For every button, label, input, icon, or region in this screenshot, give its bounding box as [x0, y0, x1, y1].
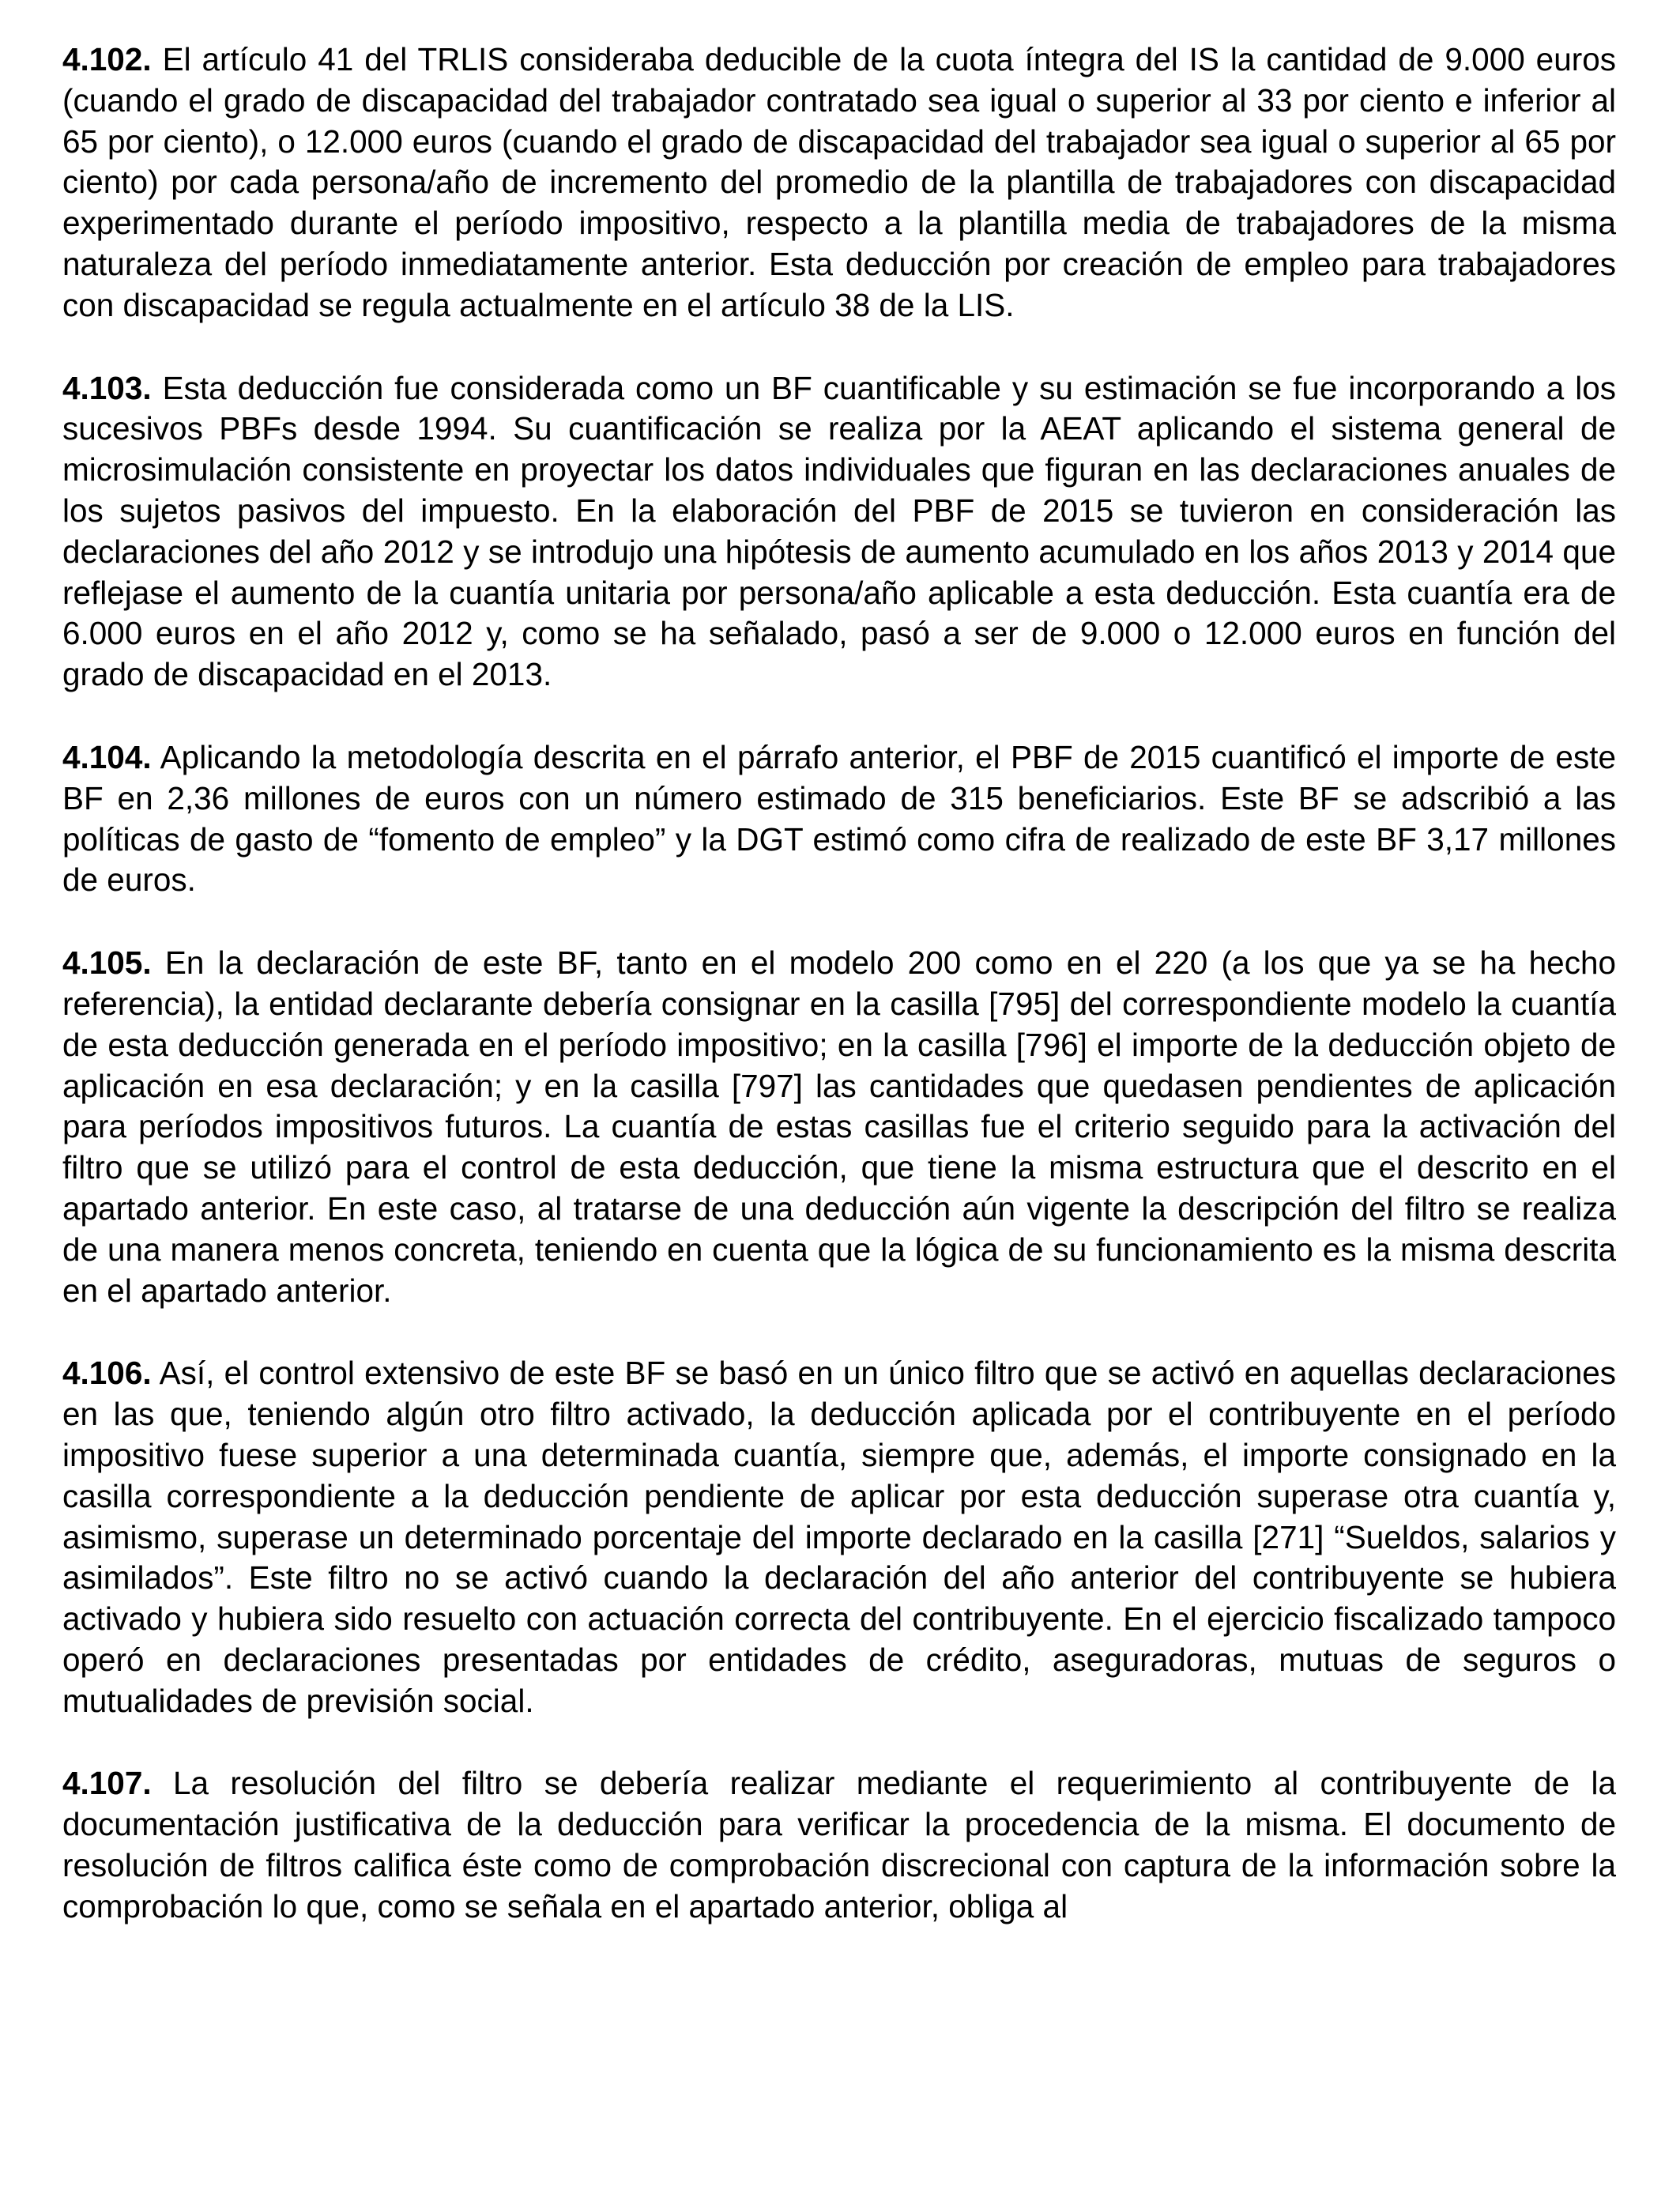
document-page [62, 40, 1616, 1970]
paragraph-number: 4.106. [62, 1355, 152, 1392]
paragraph-number: 4.105. [62, 944, 152, 982]
paragraph-4-102 [62, 40, 1616, 326]
paragraph-number: 4.103. [62, 369, 152, 406]
paragraph-4-106 [62, 1353, 1616, 1721]
paragraph-number: 4.102. [62, 41, 152, 77]
paragraph-number: 4.104. [62, 738, 152, 775]
paragraph-text: Así, el control extensivo de este BF se basó en un único filtro que se activó en aquellas declaraciones en las que, teniendo algún otro filtro activado, la deducción aplicada por el contribuyente en el período impositivo fuese superior a una determinada cuantía, siempre que, además, el importe consignado en la casilla correspondiente a la deducción pendiente de aplicar por esta deducción superase otra cuantía y, asimismo, superase un determinado porcentaje del importe declarado en la casilla [271] “Sueldos, salarios y asimilados”. Este filtro no se activó cuando la declaración del año anterior del contribuyente se hubiera activado y hubiera sido resuelto con actuación correcta del contribuyente. En el ejercicio fiscalizado tampoco operó en declaraciones presentadas por entidades de crédito, aseguradoras, mutuas de seguros o mutualidades de previsión social. [62, 1355, 1616, 1719]
paragraph-text: El artículo 41 del TRLIS consideraba deducible de la cuota íntegra del IS la cantidad de 9.000 euros (cuando el grado de discapacidad del trabajador contratado sea igual o superior al 33 por ciento e inferior al 65 por ciento), o 12.000 euros (cuando el grado de discapacidad del trabajador sea igual o superior al 65 por ciento) por cada persona/año de incremento del promedio de la plantilla de trabajadores con discapacidad experimentado durante el período impositivo, respecto a la plantilla media de trabajadores de la misma naturaleza del período inmediatamente anterior. Esta deducción por creación de empleo para trabajadores con discapacidad se regula actualmente en el artículo 38 de la LIS. [62, 41, 1616, 323]
paragraph-text: Aplicando la metodología descrita en el párrafo anterior, el PBF de 2015 cuantificó el importe de este BF en 2,36 millones de euros con un número estimado de 315 beneficiarios. Este BF se adscribió a las políticas de gasto de “fomento de empleo” y la DGT estimó como cifra de realizado de este BF 3,17 millones de euros. [62, 738, 1616, 899]
paragraph-number: 4.107. [62, 1765, 152, 1802]
paragraph-4-103 [62, 368, 1616, 696]
paragraph-text: La resolución del filtro se debería realizar mediante el requerimiento al contribuyente de la documentación justificativa de la deducción para verificar la procedencia de la misma. El documento de resolución de filtros califica éste como de comprobación discrecional con captura de la información sobre la comprobación lo que, como se señala en el apartado anterior, obliga al [62, 1765, 1616, 1924]
paragraph-4-104 [62, 737, 1616, 901]
paragraph-4-105 [62, 943, 1616, 1311]
paragraph-text: Esta deducción fue considerada como un BF cuantificable y su estimación se fue incorporando a los sucesivos PBFs desde 1994. Su cuantificación se realiza por la AEAT aplicando el sistema general de microsimulación consistente en proyectar los datos individuales que figuran en las declaraciones anuales de los sujetos pasivos del impuesto. En la elaboración del PBF de 2015 se tuvieron en consideración las declaraciones del año 2012 y se introdujo una hipótesis de aumento acumulado en los años 2013 y 2014 que reflejase el aumento de la cuantía unitaria por persona/año aplicable a esta deducción. Esta cuantía era de 6.000 euros en el año 2012 y, como se ha señalado, pasó a ser de 9.000 o 12.000 euros en función del grado de discapacidad en el 2013. [62, 369, 1616, 693]
paragraph-text: En la declaración de este BF, tanto en el modelo 200 como en el 220 (a los que ya se ha hecho referencia), la entidad declarante debería consignar en la casilla [795] del correspondiente modelo la cuantía de esta deducción generada en el período impositivo; en la casilla [796] el importe de la deducción objeto de aplicación en esa declaración; y en la casilla [797] las cantidades que quedasen pendientes de aplicación para períodos impositivos futuros. La cuantía de estas casillas fue el criterio seguido para la activación del filtro que se utilizó para el control de esta deducción, que tiene la misma estructura que el descrito en el apartado anterior. En este caso, al tratarse de una deducción aún vigente la descripción del filtro se realiza de una manera menos concreta, teniendo en cuenta que la lógica de su funcionamiento es la misma descrita en el apartado anterior. [62, 944, 1616, 1309]
paragraph-4-107 [62, 1763, 1616, 1927]
